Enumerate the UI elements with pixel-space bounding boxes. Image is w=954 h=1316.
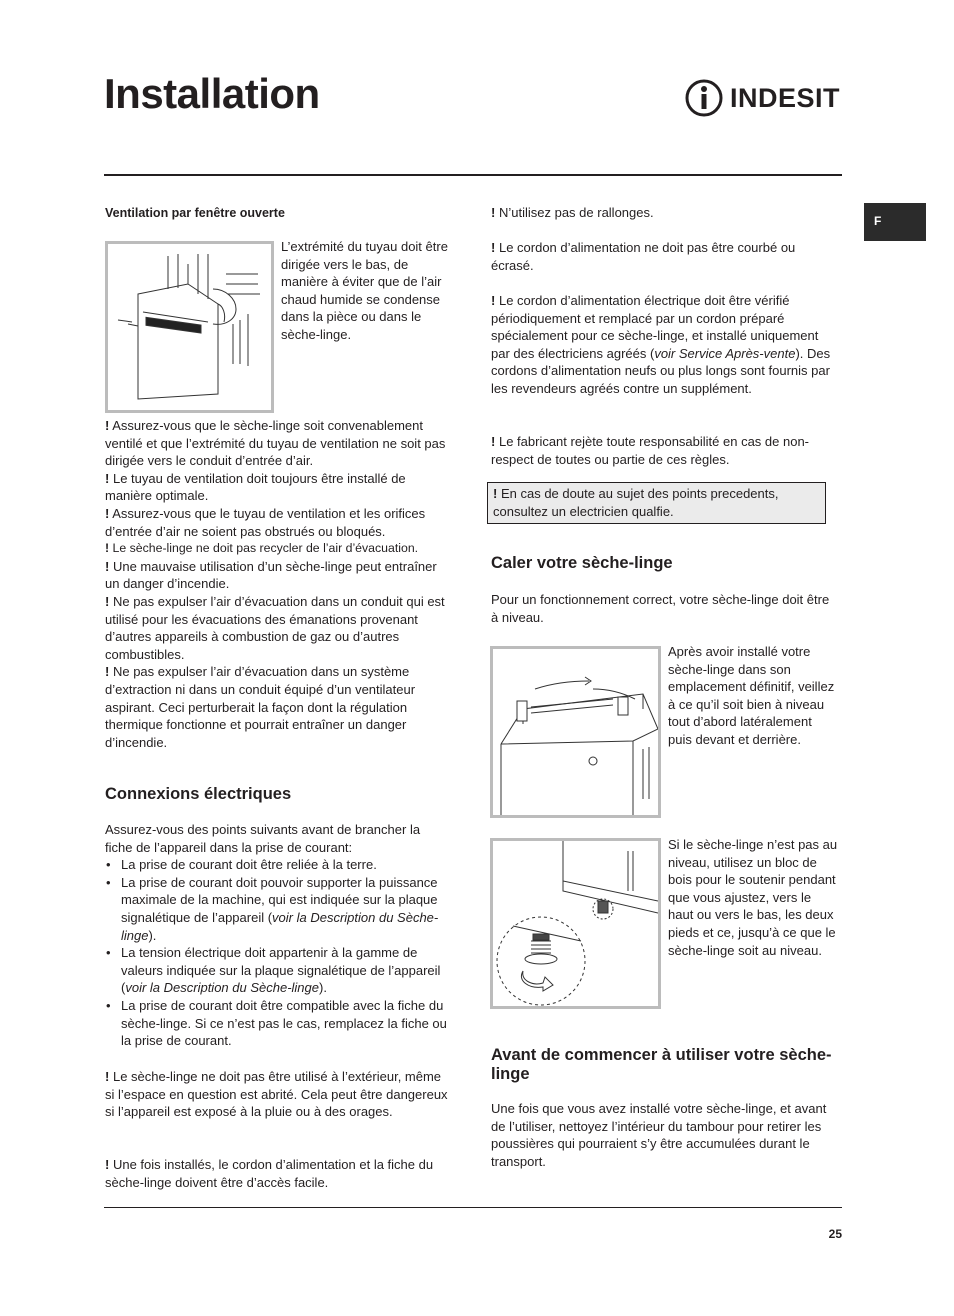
- description-reference: voir la Description du Sèche-linge: [121, 909, 439, 943]
- bottom-rule: [104, 1207, 842, 1208]
- warning-mark: !: [105, 470, 110, 486]
- warning-4: ! Le sèche-linge ne doit pas recycler de l’air d’évacuation.: [105, 541, 419, 556]
- warning-mark: !: [493, 486, 498, 501]
- level-text-1-block: [668, 643, 838, 749]
- elec-intro: Assurez-vous des points suivants avant de brancher la fiche de l’appareil dans la prise de courant:: [105, 822, 421, 855]
- right-warning-2: ! Le cordon d’alimentation ne doit pas être courbé ou écrasé.: [491, 240, 796, 273]
- before-text-block: [491, 1100, 836, 1170]
- warning-3: ! Assurez-vous que le tuyau de ventilation et les orifices d’entrée d’air ne soient pas obstrués ou bloqués.: [105, 505, 426, 539]
- level-figure-2: [490, 838, 661, 1009]
- elec-bullet-2: • La prise de courant doit pouvoir supporter la puissance maximale de la machine, qui est indiquée sur la plaque signalétique de l’appareil (voir la Description du Sèche-linge).: [105, 874, 450, 944]
- vent-warnings: [105, 417, 450, 751]
- warning-mark: !: [491, 434, 496, 449]
- warning-mark: !: [105, 1069, 110, 1084]
- level-text-1: Après avoir installé votre sèche-linge dans son emplacement définitif, veillez à ce qu’il soit bien à niveau tout d’abord latéralement puis devant et derrière.: [668, 644, 835, 747]
- warning-mark: !: [105, 1157, 110, 1172]
- elec-bullets: [105, 856, 450, 1050]
- elec-bullet-1: • La prise de courant doit être reliée à la terre.: [105, 856, 450, 874]
- elec-bullet-4: • La prise de courant doit être compatible avec la fiche du sèche-linge. Si ce n’est pas le cas, remplacez la fiche ou la prise de courant.: [105, 997, 450, 1050]
- level-intro: Pour un fonctionnement correct, votre sèche-linge doit être à niveau.: [491, 592, 830, 625]
- before-heading: Avant de commencer à utiliser votre sèche-linge: [491, 1046, 832, 1083]
- level-heading: Caler votre sèche-linge: [491, 554, 673, 572]
- vent-text: L’extrémité du tuyau doit être dirigée vers le bas, de manière à éviter que de l’air chaud humide se condense dans la pièce ou dans le sèche-linge.: [281, 239, 448, 342]
- warning-7: ! Ne pas expulser l’air d’évacuation dans un système d’extraction ni dans un conduit équipé d’un ventilateur aspirant. Ceci perturberait la façon dont la régulation thermique fonctionne et pourrait entraîner un danger d’incendie.: [105, 664, 416, 750]
- warning-mark: !: [105, 418, 110, 433]
- vent-text-block: [281, 238, 451, 344]
- warning-mark: !: [105, 505, 110, 521]
- warning-mark: !: [105, 558, 110, 574]
- service-reference: voir Service Après-vente: [654, 345, 796, 361]
- warning-6: ! Ne pas expulser l’air d’évacuation dans un conduit qui est utilisé pour les évacuations des émanations provenant d’autres appareils à combustion de gaz ou d’autres combustibles.: [105, 593, 445, 662]
- dryer-window-illustration: [108, 244, 271, 410]
- level-intro-block: [491, 591, 836, 626]
- right-warning-3: ! Le cordon d’alimentation électrique doit être vérifié périodiquement et remplacé par un cordon préparé spécialement pour ce sèche-linge, et installé uniquement par des électriciens agréés (voir Service Après-vente). Des cordons d’alimentation neufs ou plus longs sont fournis par les revendeurs agréés contre un supplément.: [491, 293, 831, 396]
- level-text-2-block: [668, 836, 838, 959]
- warning-mark: !: [105, 541, 110, 556]
- description-reference: voir la Description du Sèche-linge: [125, 980, 319, 996]
- before-text: Une fois que vous avez installé votre sèche-linge, et avant de l’utiliser, nettoyez l’intérieur du tambour pour retirer les poussières qui pourraient s’y être accumulées durant le transport.: [491, 1101, 827, 1169]
- electrician-note-box: [487, 482, 826, 524]
- level-text-2: Si le sèche-linge n’est pas au niveau, utilisez un bloc de bois pour le soutenir pendant que vous ajustez, vers le haut ou vers le bas, les deux pieds et ce, jusqu’à ce que le sèche-linge soit au niveau.: [668, 837, 838, 958]
- right-warning-1: ! N’utilisez pas de rallonges.: [491, 205, 654, 220]
- vent-heading: Ventilation par fenêtre ouverte: [105, 206, 285, 220]
- outdoor-warning: ! Le sèche-linge ne doit pas être utilisé à l’extérieur, même si l’espace en question est abrité. Cela peut être dangereux si l’appareil est exposé à la pluie ou à des orages.: [105, 1069, 448, 1120]
- outdoor-warning-block: [105, 1068, 450, 1121]
- warning-mark: !: [105, 593, 110, 609]
- vent-figure: [105, 241, 274, 413]
- warning-mark: !: [491, 240, 496, 255]
- warning-2: ! Le tuyau de ventilation doit toujours être installé de manière optimale.: [105, 470, 406, 504]
- warning-mark: !: [491, 293, 496, 308]
- level-section: [491, 554, 836, 573]
- dryer-top-level-illustration: [493, 649, 658, 815]
- top-rule: [104, 174, 842, 176]
- language-tab: F: [864, 203, 926, 241]
- elec-bullet-3: • La tension électrique doit appartenir à la gamme de valeurs indiquée sur la plaque signalétique de l’appareil (voir la Description du Sèche-linge).: [105, 944, 450, 997]
- access-warning: ! Une fois installés, le cordon d’alimentation et la fiche du sèche-linge doivent être d’accès facile.: [105, 1157, 434, 1190]
- dryer-foot-adjust-illustration: [493, 841, 658, 1006]
- warning-1: ! Assurez-vous que le sèche-linge soit convenablement ventilé et que l’extrémité du tuyau de ventilation ne soit pas dirigée vers le conduit d’entrée d’air.: [105, 418, 446, 469]
- brand-name: INDESIT: [730, 82, 841, 113]
- level-figure-1: [490, 646, 661, 818]
- electrician-note: En cas de doute au sujet des points precedents, consultez un electricien qualfie.: [493, 486, 779, 519]
- right-warning-4: ! Le fabricant rejète toute responsabilité en cas de non-respect de toutes ou partie de ces règles.: [491, 434, 810, 467]
- warning-mark: !: [491, 205, 496, 220]
- page-number: 25: [828, 1227, 842, 1241]
- left-column: [105, 205, 450, 223]
- indesit-logo: [684, 78, 840, 118]
- elec-body: [105, 821, 450, 1050]
- elec-section: [105, 785, 450, 804]
- access-warning-block: [105, 1156, 450, 1191]
- warning-5: ! Une mauvaise utilisation d’un sèche-linge peut entraîner un danger d’incendie.: [105, 558, 437, 592]
- before-section: [491, 1046, 836, 1084]
- page-title: Installation: [104, 70, 320, 117]
- elec-heading: Connexions électriques: [105, 785, 292, 803]
- indesit-logo-icon: [684, 78, 724, 118]
- warning-mark: !: [105, 664, 110, 680]
